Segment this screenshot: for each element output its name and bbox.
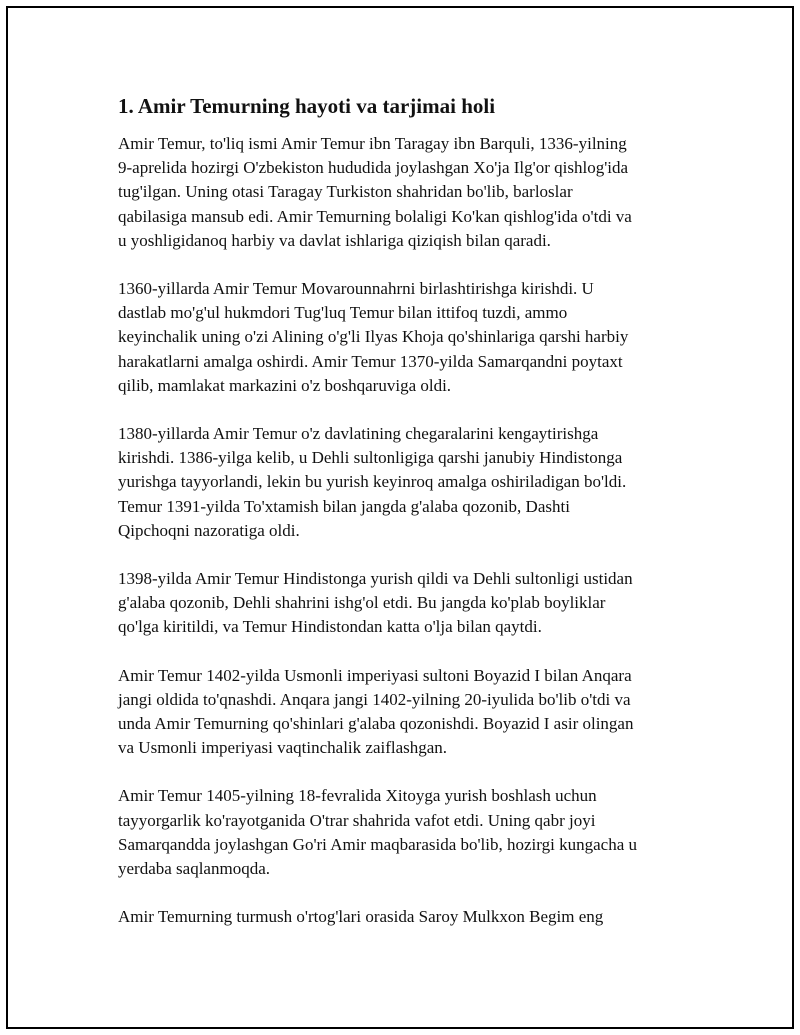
paragraph-1405-death: Amir Temur 1405-yilning 18-fevralida Xitoyga yurish boshlash uchun tayyorgarlik ko'rayotganida O'trar shahrida vafot etdi. Uning qabr joyi Samarqandda joylashgan Go'ri Amir maqbarasida bo'lib, hozirgi kungacha u yerdaba saqlanmoqda.: [118, 786, 637, 879]
section-heading: 1. Amir Temurning hayoti va tarjimai holi: [118, 94, 496, 118]
paragraph-1398-india: 1398-yilda Amir Temur Hindistonga yurish qildi va Dehli sultonligi ustidan g'alaba qozonib, Dehli shahrini ishg'ol etdi. Bu jangda ko'plab boyliklar qo'lga kiritildi, va Temur Hindistondan katta o'lja bilan qaytdi.: [118, 569, 633, 637]
paragraph-birth: Amir Temur, to'liq ismi Amir Temur ibn Taragay ibn Barquli, 1336-yilning 9-aprelida hozirgi O'zbekiston hududida joylashgan Xo'ja Ilg'or qishlog'ida tug'ilgan. Uning otasi Taragay Turkiston shahridan bo'lib, barloslar qabilasiga mansub edi. Amir Temurning bolaligi Ko'kan qishlog'ida o'tdi va u yoshligidanoq harbiy va davlat ishlariga qiziqish bilan qaradi.: [118, 134, 632, 250]
paragraph-1380s: 1380-yillarda Amir Temur o'z davlatining chegaralarini kengaytirishga kirishdi. 1386-yilga kelib, u Dehli sultonligiga qarshi janubiy Hindistonga yurishga tayyorlandi, lekin bu yurish keyinroq amalga oshiriladigan bo'ldi. Temur 1391-yilda To'xtamish bilan jangda g'alaba qozonib, Dashti Qipchoqni nazoratiga oldi.: [118, 424, 627, 540]
paragraph-1360s: 1360-yillarda Amir Temur Movarounnahrni birlashtirishga kirishdi. U dastlab mo'g'ul hukmdori Tug'luq Temur bilan ittifoq tuzdi, ammo keyinchalik uning o'zi Alining o'g'li Ilyas Khoja qo'shinlariga qarshi harbiy harakatlarni amalga oshirdi. Amir Temur 1370-yilda Samarqandni poytaxt qilib, mamlakat markazini o'z boshqaruviga oldi.: [118, 279, 629, 395]
document-body: [118, 92, 688, 953]
paragraph-spouses: Amir Temurning turmush o'rtog'lari orasida Saroy Mulkxon Begim eng: [118, 907, 604, 927]
paragraph-1402-ankara: Amir Temur 1402-yilda Usmonli imperiyasi sultoni Boyazid I bilan Anqara jangi oldida to'qnashdi. Anqara jangi 1402-yilning 20-iyulida bo'lib o'tdi va unda Amir Temurning qo'shinlari g'alaba qozonishdi. Boyazid I asir olingan va Usmonli imperiyasi vaqtinchalik zaiflashgan.: [118, 665, 634, 758]
